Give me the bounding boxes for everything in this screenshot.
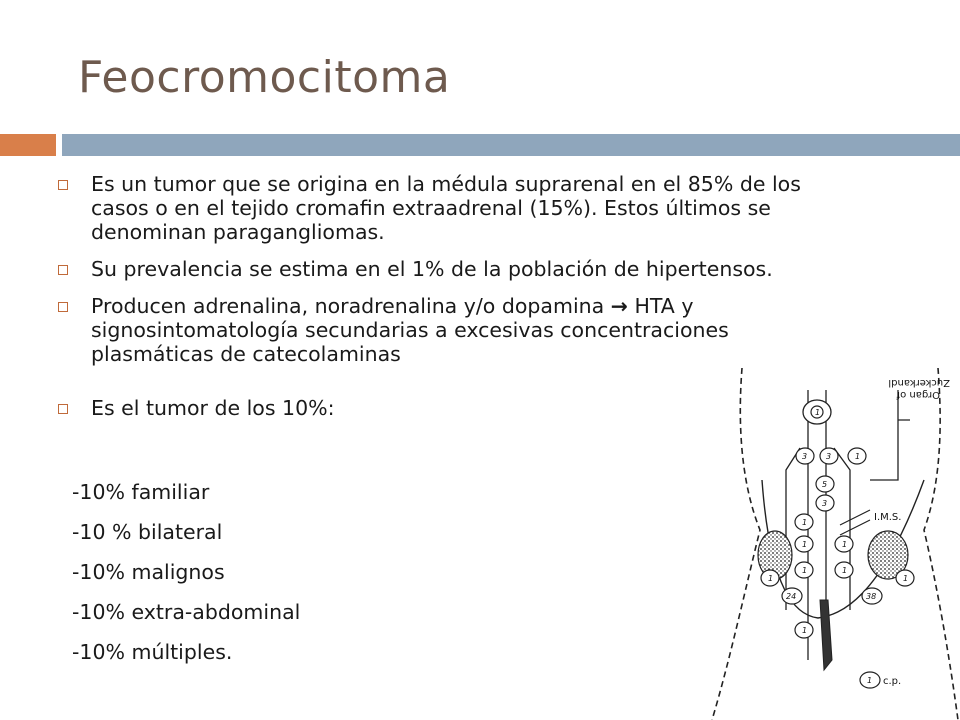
- square-bullet-icon: [58, 180, 68, 190]
- sub-list-item: -10% malignos: [72, 560, 225, 584]
- paraganglioma-distribution-diagram: [700, 360, 960, 720]
- bullet-text: Es un tumor que se origina en la médula suprarenal en el 85% de los casos o en el tejido cromafin extraadrenal (15%). Estos últimos se denominan paragangliomas.: [91, 172, 801, 244]
- node-label: 3: [826, 452, 832, 461]
- bullet-text: Producen adrenalina, noradrenalina y/o dopamina: [91, 294, 611, 318]
- square-bullet-icon: [58, 404, 68, 414]
- title-accent-bar: [0, 134, 56, 156]
- torso-outline: [712, 368, 760, 720]
- square-bullet-icon: [58, 265, 68, 275]
- node-label: 1: [842, 566, 848, 575]
- ten-percent-list: [72, 472, 300, 672]
- title-rule-bar: [62, 134, 960, 156]
- bullet-text: Su prevalencia se estima en el 1% de la población de hipertensos.: [91, 257, 773, 281]
- figure-label: Zuckerkandl: [888, 377, 950, 388]
- node-label: 1: [867, 676, 873, 685]
- node-label: 1: [815, 408, 821, 417]
- square-bullet-icon: [58, 302, 68, 312]
- vessel-line: [840, 510, 870, 535]
- slide-title: Feocromocitoma: [78, 52, 451, 103]
- node-label: 38: [866, 592, 877, 601]
- sub-list-item: -10% extra-abdominal: [72, 600, 301, 624]
- bullet-text: Es el tumor de los 10%:: [91, 396, 335, 420]
- figure-label: c.p.: [883, 676, 902, 687]
- node-label: 3: [822, 499, 828, 508]
- figure-label: I.M.S.: [874, 512, 902, 523]
- right-arrow-icon: →: [610, 294, 628, 318]
- node-label: 1: [768, 574, 774, 583]
- node-label: 3: [802, 452, 808, 461]
- node-label: 1: [802, 518, 808, 527]
- pelvic-structure: [820, 600, 832, 670]
- node-label: 5: [822, 480, 828, 489]
- node-label: 1: [802, 540, 808, 549]
- node-label: 1: [802, 566, 808, 575]
- sub-list-item: -10 % bilateral: [72, 520, 223, 544]
- bullet-item: [56, 257, 856, 281]
- node-label: 1: [842, 540, 848, 549]
- node-label: 1: [802, 626, 808, 635]
- bullet-item: [56, 294, 856, 366]
- node-label: 24: [786, 592, 797, 601]
- node-label: 1: [855, 452, 861, 461]
- sub-list-item: -10% familiar: [72, 480, 210, 504]
- figure-label: Organ of: [896, 389, 940, 400]
- node-label: 1: [903, 574, 909, 583]
- torso-outline: [924, 368, 958, 720]
- vessel-line: [870, 390, 910, 480]
- bullet-text-continued: HTA y signosintomatología secundarias a excesivas concentraciones plasmáticas de catecolaminas: [91, 294, 729, 366]
- bullet-item: [56, 172, 856, 244]
- sub-list-item: -10% múltiples.: [72, 640, 233, 664]
